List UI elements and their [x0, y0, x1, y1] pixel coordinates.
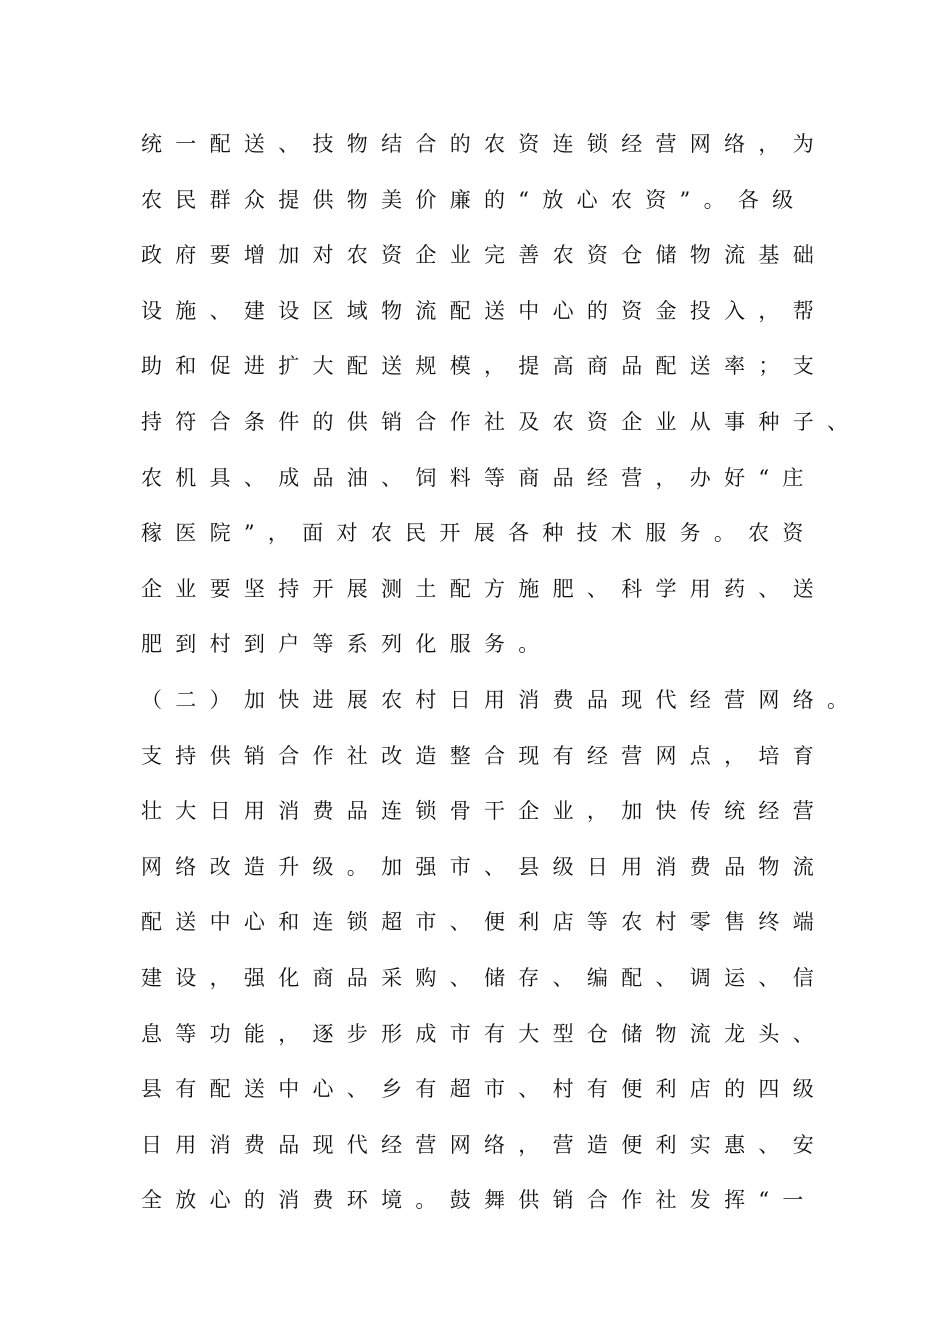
- text-line: 农机具、成品油、饲料等商品经营，办好“庄: [141, 465, 817, 490]
- text-line: 日用消费品现代经营网络，营造便利实惠、安: [141, 1132, 827, 1157]
- text-line: 政府要增加对农资企业完善农资仓储物流基础: [141, 243, 827, 268]
- text-line: 网络改造升级。加强市、县级日用消费品物流: [141, 854, 827, 879]
- body-text: [141, 124, 861, 1236]
- text-line: 建设，强化商品采购、储存、编配、调运、信: [141, 965, 827, 990]
- text-line: 息等功能，逐步形成市有大型仓储物流龙头、: [141, 1021, 827, 1046]
- text-line: 统一配送、技物结合的农资连锁经营网络，为: [141, 132, 827, 156]
- section-heading: （二）加快进展农村日用消费品现代经营网络。: [141, 687, 862, 712]
- text-line: 肥到村到户等系列化服务。: [141, 632, 553, 657]
- text-line: 配送中心和连锁超市、便利店等农村零售终端: [141, 910, 827, 935]
- text-line: 壮大日用消费品连锁骨干企业，加快传统经营: [141, 799, 827, 824]
- text-line: 企业要坚持开展测土配方施肥、科学用药、送: [141, 576, 827, 601]
- text-line: 县有配送中心、乡有超市、村有便利店的四级: [141, 1077, 827, 1102]
- text-line: 全放心的消费环境。鼓舞供销合作社发挥“一: [141, 1188, 817, 1213]
- text-line: 稼医院”，面对农民开展各种技术服务。农资: [141, 521, 817, 546]
- text-line: 农民群众提供物美价廉的“放心农资”。各级: [141, 187, 807, 212]
- text-line: 设施、建设区域物流配送中心的资金投入，帮: [141, 298, 827, 323]
- text-line: 支持供销合作社改造整合现有经营网点，培育: [141, 743, 827, 768]
- text-line: 助和促进扩大配送规模，提高商品配送率；支: [141, 354, 827, 379]
- text-line: 持符合条件的供销合作社及农资企业从事种子、: [141, 409, 862, 434]
